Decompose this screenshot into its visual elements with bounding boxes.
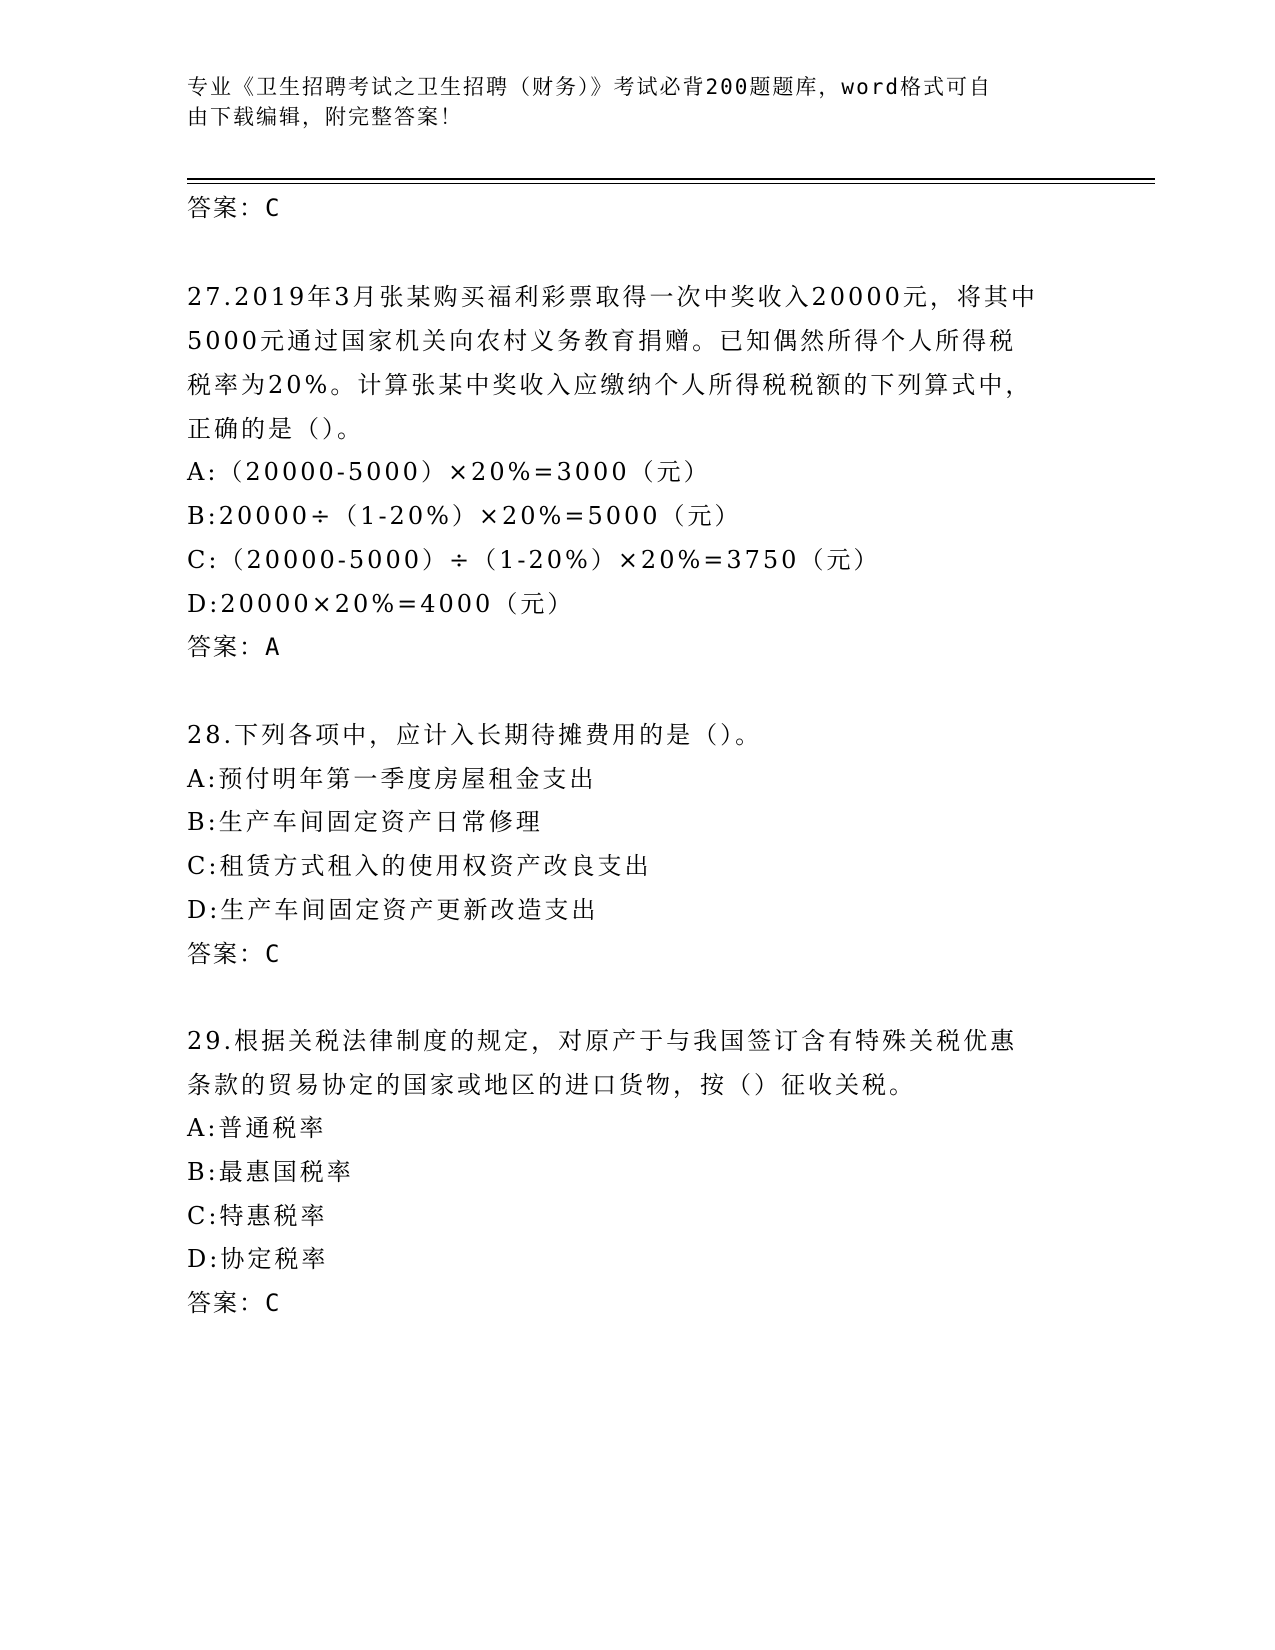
option-a: A:（20000-5000）×20%=3000（元） (187, 458, 711, 486)
option-d: D:协定税率 (187, 1245, 329, 1273)
header-line-2: 由下载编辑，附完整答案！ (187, 105, 463, 129)
question-stem-line: 27.2019年3月张某购买福利彩票取得一次中奖收入20000元，将其中 (187, 283, 1038, 311)
header-rule-thin (187, 183, 1155, 184)
answer-prev: 答案：C (187, 194, 282, 222)
header-rule-thick (187, 178, 1155, 180)
option-d: D:生产车间固定资产更新改造支出 (187, 896, 599, 924)
page-header (187, 72, 1067, 132)
option-a: A:普通税率 (187, 1114, 327, 1142)
header-line-1: 专业《卫生招聘考试之卫生招聘（财务）》考试必背200题题库，word格式可自 (187, 75, 992, 99)
answer: 答案：C (187, 1289, 282, 1317)
option-b: B:生产车间固定资产日常修理 (187, 808, 543, 836)
option-b: B:20000÷（1-20%）×20%=5000（元） (187, 502, 742, 530)
option-c: C:（20000-5000）÷（1-20%）×20%=3750（元） (187, 546, 881, 574)
question-stem-line: 正确的是（）。 (187, 415, 364, 443)
answer: 答案：A (187, 633, 282, 661)
option-d: D:20000×20%=4000（元） (187, 590, 575, 618)
question-stem-line: 28.下列各项中，应计入长期待摊费用的是（）。 (187, 721, 763, 749)
answer: 答案：C (187, 940, 282, 968)
question-stem-line: 税率为20%。计算张某中奖收入应缴纳个人所得税税额的下列算式中， (187, 371, 1033, 399)
option-c: C:特惠税率 (187, 1202, 328, 1230)
option-b: B:最惠国税率 (187, 1158, 354, 1186)
question-stem-line: 条款的贸易协定的国家或地区的进口货物，按（）征收关税。 (187, 1071, 916, 1099)
option-c: C:租赁方式租入的使用权资产改良支出 (187, 852, 652, 880)
question-stem-line: 29.根据关税法律制度的规定，对原产于与我国签订含有特殊关税优惠 (187, 1027, 1018, 1055)
option-a: A:预付明年第一季度房屋租金支出 (187, 765, 597, 793)
question-stem-line: 5000元通过国家机关向农村义务教育捐赠。已知偶然所得个人所得税 (187, 327, 1017, 355)
